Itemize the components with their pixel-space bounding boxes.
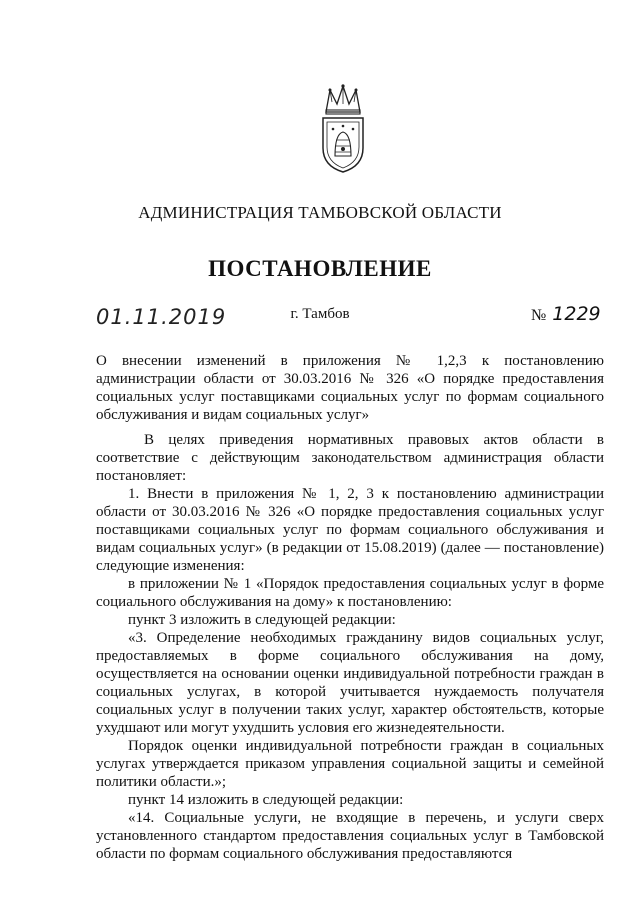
body-paragraph: пункт 3 изложить в следующей редакции: — [128, 612, 396, 628]
document-number — [531, 303, 601, 325]
body-paragraph: «14. Социальные услуги, не входящие в перечень, и услуги сверх установленного стандартом предоставления социальных услуг в Тамбовской области по формам социального обслуживания предоставляются — [96, 810, 604, 862]
body-paragraph: пункт 14 изложить в следующей редакции: — [128, 792, 404, 808]
body-paragraph: Порядок оценки индивидуальной потребности граждан в социальных услугах утверждается приказом управления социальной защиты и семейной политики области.»; — [96, 738, 604, 790]
organization-title: АДМИНИСТРАЦИЯ ТАМБОВСКОЙ ОБЛАСТИ — [138, 203, 502, 222]
coat-of-arms-icon — [318, 82, 368, 174]
document-type-title: ПОСТАНОВЛЕНИЕ — [208, 256, 432, 281]
number-label: № — [531, 307, 547, 324]
number-value: 1229 — [552, 303, 601, 325]
body-paragraph: 1. Внести в приложения № 1, 2, 3 к постановлению администрации области от 30.03.2016 № 326 «О порядке предоставления социальных услуг поставщиками социальных услуг по формам социального обслуживания и видам социальных услуг» (в редакции от 15.08.2019) (далее — постановление) следующие изменения: — [96, 486, 604, 574]
body-paragraph: в приложении № 1 «Порядок предоставления социальных услуг в форме социального обслуживания на дому» к постановлению: — [96, 576, 604, 610]
document-city: г. Тамбов — [290, 306, 350, 322]
document-subject: О внесении изменений в приложения № 1,2,3 к постановлению администрации области от 30.03.2016 № 326 «О порядке предоставления социальных услуг поставщиками социальных услуг по формам социального обслуживания и видам социальных услуг» — [96, 353, 604, 423]
body-paragraph: «3. Определение необходимых гражданину видов социальных услуг, предоставляемых в форме социального обслуживания на дому, осуществляется на основании оценки индивидуальной потребности граждан в социальных услугах, в которой учитывается нуждаемость получателя социальных услуг в получении таких услуг, характер обстоятельств, которые ухудшают или могут ухудшить условия его жизнедеятельности. — [96, 630, 604, 736]
document-date: 01.11.2019 — [96, 305, 227, 329]
document-body — [96, 431, 604, 863]
body-paragraph: В целях приведения нормативных правовых актов области в соответствие с действующим законодательством администрация области постановляет: — [96, 432, 604, 484]
